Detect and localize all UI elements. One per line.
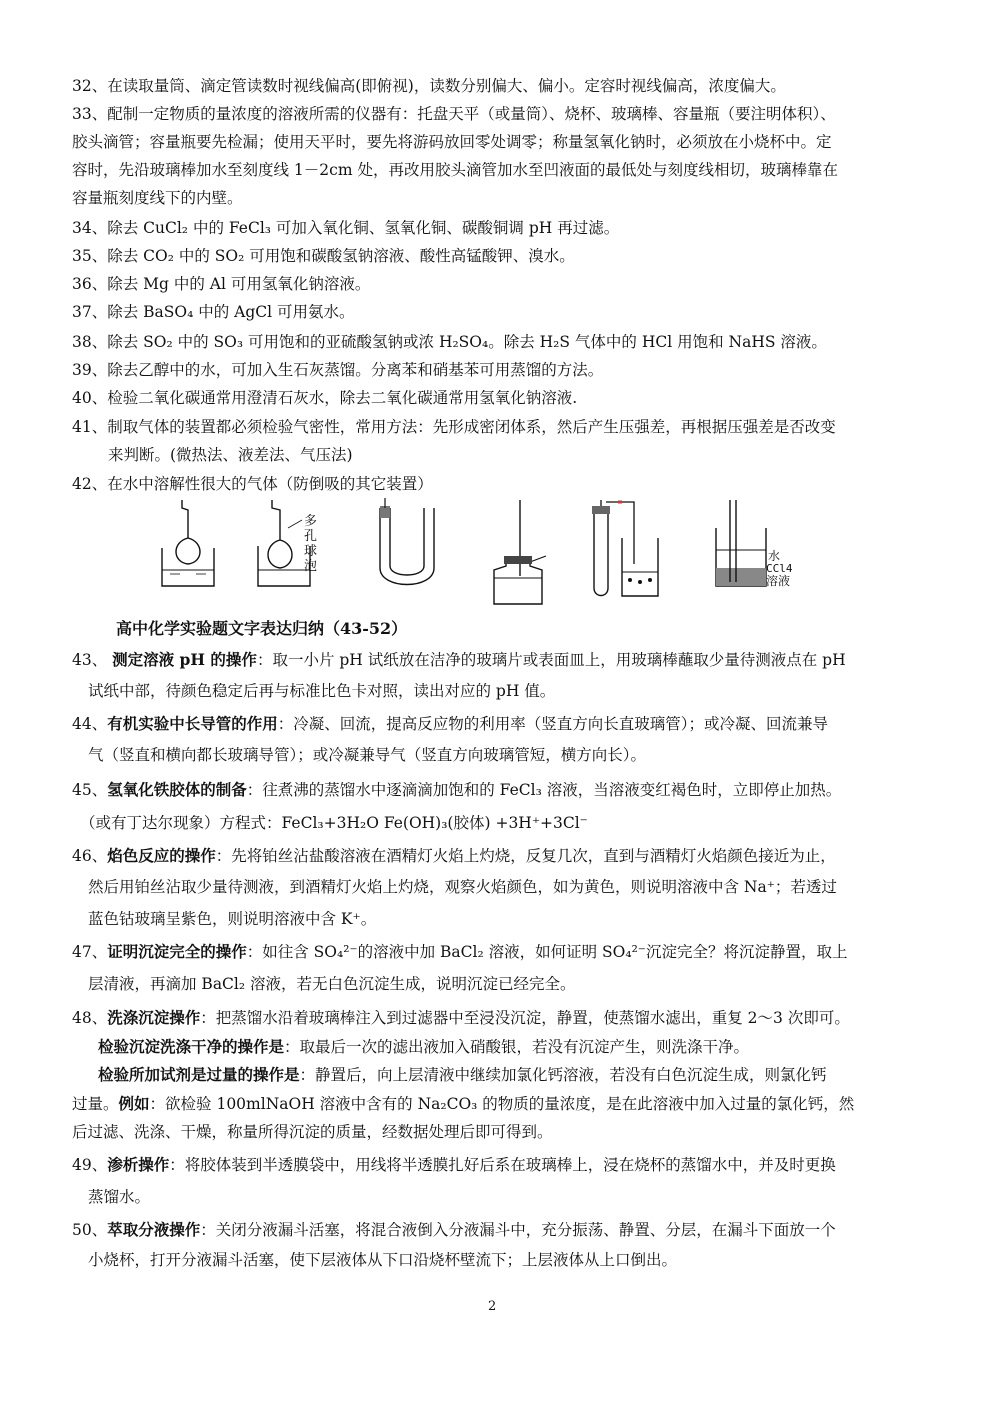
porous-label-4: 泡 bbox=[304, 559, 318, 574]
item-48-line1 bbox=[72, 1007, 850, 1029]
item-48-line2 bbox=[98, 1036, 749, 1058]
item-32: 32、在读取量筒、滴定管读数时视线偏高(即俯视)，读数分别偏大、偏小。定容时视线偏高，浓度偏大。 bbox=[72, 77, 786, 95]
item-49-line1 bbox=[72, 1154, 836, 1176]
porous-label-2: 孔 bbox=[304, 529, 318, 544]
item-47-text: ：如往含 SO₄²⁻的溶液中加 BaCl₂ 溶液，如何证明 SO₄²⁻沉淀完全？将沉淀静置，取上 bbox=[246, 943, 848, 961]
item-48-label4: 例如 bbox=[118, 1094, 150, 1113]
item-43-label: 测定溶液 pH 的操作 bbox=[112, 650, 257, 669]
item-49-line2: 蒸馏水。 bbox=[88, 1188, 151, 1206]
item-36: 36、除去 Mg 中的 Al 可用氢氧化钠溶液。 bbox=[72, 275, 371, 293]
item-50-text: ：关闭分液漏斗活塞，将混合液倒入分液漏斗中，充分振荡、静置、分层，在漏斗下面放一个 bbox=[200, 1221, 836, 1239]
item-46-text: ：先将铂丝沾盐酸溶液在酒精灯火焰上灼烧，反复几次，直到与酒精灯火焰颜色接近为止， bbox=[215, 847, 836, 865]
item-50-number: 50、 bbox=[72, 1221, 108, 1239]
item-48-line3 bbox=[98, 1064, 827, 1086]
label-solution: 溶液 bbox=[766, 574, 791, 588]
porous-label-3: 球 bbox=[304, 544, 318, 559]
item-48-label: 洗涤沉淀操作 bbox=[107, 1008, 201, 1027]
item-47-label: 证明沉淀完全的操作 bbox=[107, 942, 247, 961]
item-46-line2: 然后用铂丝沾取少量待测液，到酒精灯火焰上灼烧，观察火焰颜色，如为黄色，则说明溶液中含 Na⁺；若透过 bbox=[88, 878, 837, 896]
item-48-line4 bbox=[72, 1093, 854, 1115]
apparatus-u-tube bbox=[372, 498, 442, 590]
item-44-line1 bbox=[72, 713, 828, 735]
item-49-number: 49、 bbox=[72, 1156, 108, 1174]
item-45-number: 45、 bbox=[72, 781, 108, 799]
item-43-number: 43、 bbox=[72, 651, 113, 669]
item-33-line1: 33、配制一定物质的量浓度的溶液所需的仪器有：托盘天平（或量筒）、烧杯、玻璃棒、容量瓶（要注明体积）、 bbox=[72, 105, 836, 123]
item-34: 34、除去 CuCl₂ 中的 FeCl₃ 可加入氧化铜、氢氧化铜、碳酸铜调 pH 再过滤。 bbox=[72, 219, 620, 237]
item-43-line1 bbox=[72, 649, 846, 671]
item-49-text: ：将胶体装到半透膜袋中，用线将半透膜扎好后系在玻璃棒上，浸在烧杯的蒸馏水中，并及时更换 bbox=[169, 1156, 836, 1174]
item-44-label: 有机实验中长导管的作用 bbox=[107, 714, 278, 733]
item-49-label: 渗析操作 bbox=[107, 1155, 170, 1174]
page-number: 2 bbox=[488, 1299, 497, 1314]
item-37: 37、除去 BaSO₄ 中的 AgCl 可用氨水。 bbox=[72, 303, 355, 321]
item-48-label2: 检验沉淀洗涤干净的操作是 bbox=[98, 1037, 285, 1056]
item-46-number: 46、 bbox=[72, 847, 108, 865]
item-50-line1 bbox=[72, 1219, 836, 1241]
item-50-label: 萃取分液操作 bbox=[107, 1220, 201, 1239]
item-46-line1 bbox=[72, 845, 836, 867]
label-water: 水 bbox=[768, 549, 781, 563]
section-heading: 高中化学实验题文字表达归纳（43-52） bbox=[116, 619, 408, 638]
item-43-line2: 试纸中部，待颜色稳定后再与标准比色卡对照，读出对应的 pH 值。 bbox=[88, 682, 556, 700]
item-45-line1 bbox=[72, 779, 841, 801]
item-48-label3: 检验所加试剂是过量的操作是 bbox=[98, 1065, 300, 1084]
item-48-text4b: ：欲检验 100mlNaOH 溶液中含有的 Na₂CO₃ 的物质的量浓度，是在此溶液中加入过量的氯化钙，然 bbox=[149, 1095, 855, 1113]
item-46-line3: 蓝色钴玻璃呈紫色，则说明溶液中含 K⁺。 bbox=[88, 910, 377, 928]
item-48-text4a: 过量。 bbox=[72, 1095, 119, 1113]
item-44-text: ：冷凝、回流，提高反应物的利用率（竖直方向长直玻璃管）；或冷凝、回流兼导 bbox=[277, 715, 829, 733]
item-43-text: ：取一小片 pH 试纸放在洁净的玻璃片或表面皿上，用玻璃棒蘸取少量待测液点在 pH bbox=[256, 651, 846, 669]
item-33-line4: 容量瓶刻度线下的内壁。 bbox=[72, 189, 243, 207]
item-39: 39、除去乙醇中的水，可加入生石灰蒸馏。分离苯和硝基苯可用蒸馏的方法。 bbox=[72, 361, 604, 379]
item-48-text: ：把蒸馏水沿着玻璃棒注入到过滤器中至浸没沉淀，静置，使蒸馏水滤出，重复 2～3 次即可。 bbox=[200, 1009, 850, 1027]
item-48-line5: 后过滤、洗涤、干燥，称量所得沉淀的质量，经数据处理后即可得到。 bbox=[72, 1123, 553, 1141]
item-35: 35、除去 CO₂ 中的 SO₂ 可用饱和碳酸氢钠溶液、酸性高锰酸钾、溴水。 bbox=[72, 247, 575, 265]
item-40: 40、检验二氧化碳通常用澄清石灰水，除去二氧化碳通常用氢氧化钠溶液. bbox=[72, 389, 578, 407]
item-45-text: ：往煮沸的蒸馏水中逐滴滴加饱和的 FeCl₃ 溶液，当溶液变红褐色时，立即停止加热。 bbox=[246, 781, 842, 799]
apparatus-ccl4 bbox=[712, 498, 772, 590]
item-33-line2: 胶头滴管；容量瓶要先检漏；使用天平时，要先将游码放回零处调零；称量氢氧化钠时，必须放在小烧杯中。定 bbox=[72, 133, 832, 151]
item-46-label: 焰色反应的操作 bbox=[107, 846, 216, 865]
item-48-text3: ：静置后，向上层清液中继续加氯化钙溶液，若没有白色沉淀生成，则氯化钙 bbox=[299, 1066, 827, 1084]
item-47-number: 47、 bbox=[72, 943, 108, 961]
item-48-number: 48、 bbox=[72, 1009, 108, 1027]
item-45-line2: （或有丁达尔现象）方程式：FeCl₃+3H₂O Fe(OH)₃(胶体) +3H⁺+3Cl⁻ bbox=[80, 814, 588, 832]
apparatus-tube-beaker bbox=[584, 498, 664, 602]
item-38: 38、除去 SO₂ 中的 SO₃ 可用饱和的亚硫酸氢钠或浓 H₂SO₄。除去 H₂S 气体中的 HCl 用饱和 NaHS 溶液。 bbox=[72, 333, 827, 351]
item-48-text2: ：取最后一次的滤出液加入硝酸银，若没有沉淀产生，则洗涤干净。 bbox=[284, 1038, 750, 1056]
item-50-line2: 小烧杯，打开分液漏斗活塞，使下层液体从下口沿烧杯壁流下；上层液体从上口倒出。 bbox=[88, 1251, 678, 1269]
item-47-line1 bbox=[72, 941, 848, 963]
apparatus-funnel-beaker bbox=[158, 498, 218, 590]
item-44-line2: 气（竖直和横向都长玻璃导管）；或冷凝兼导气（竖直方向玻璃管短，横方向长）。 bbox=[88, 746, 647, 764]
item-47-line2: 层清液，再滴加 BaCl₂ 溶液，若无白色沉淀生成，说明沉淀已经完全。 bbox=[88, 975, 576, 993]
item-33-line3: 容时，先沿玻璃棒加水至刻度线 1－2cm 处，再改用胶头滴管加水至凹液面的最低处与刻度线相切，玻璃棒靠在 bbox=[72, 161, 838, 179]
item-42: 42、在水中溶解性很大的气体（防倒吸的其它装置） bbox=[72, 475, 433, 493]
item-41-line1: 41、制取气体的装置都必须检验气密性，常用方法：先形成密闭体系，然后产生压强差，再根据压强差是否改变 bbox=[72, 418, 836, 436]
porous-label-1: 多 bbox=[304, 514, 318, 529]
label-ccl4: CCl4 bbox=[766, 562, 793, 575]
item-45-label: 氢氧化铁胶体的制备 bbox=[107, 780, 247, 799]
apparatus-bottle bbox=[488, 498, 548, 608]
item-41-line2: 来判断。(微热法、液差法、气压法) bbox=[108, 446, 353, 464]
item-44-number: 44、 bbox=[72, 715, 108, 733]
